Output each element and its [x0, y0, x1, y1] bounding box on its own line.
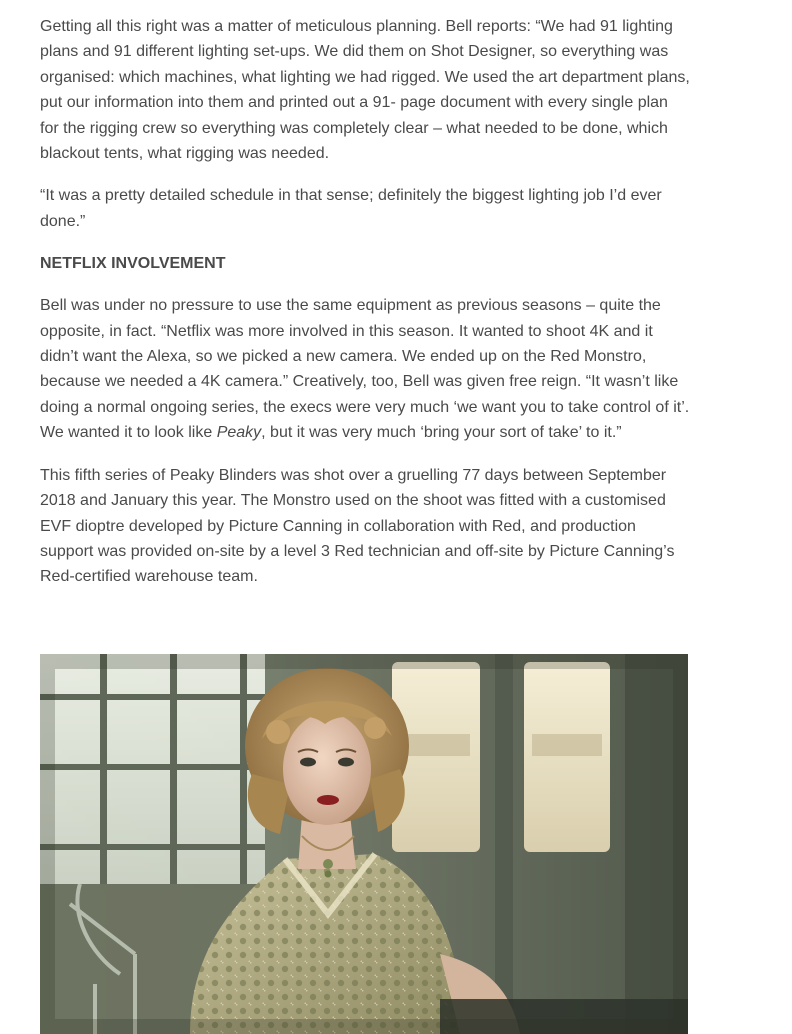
paragraph-schedule: “It was a pretty detailed schedule in that sense; definitely the biggest lighting job I’d ever done.”: [40, 187, 662, 230]
paragraph-netflix-italic: Peaky: [216, 424, 262, 442]
photo-illustration: [40, 654, 688, 1034]
paragraph-netflix-part1: Bell was under no pressure to use the same equipment as previous seasons – quite the opposite, in fact. “Netflix was more involved in this season. It wanted to shoot 4K and it didn’t want the Alexa, so we picked a new camera. We ended up on the Red Monstro, because we needed a 4K camera.” Creatively, too, Bell was given free reign. “It wasn’t like doing a normal ongoing series, the execs were very much ‘we want you to take control of it’. We wanted it to look like: [40, 297, 690, 442]
article-body: [40, 14, 690, 607]
article-photo: [40, 654, 688, 1034]
paragraph-planning: Getting all this right was a matter of meticulous planning. Bell reports: “We had 91 lighting plans and 91 different lighting set-ups. We did them on Shot Designer, so everything was organised: which machines, what lighting we had rigged. We used the art department plans, put our information into them and printed out a 91- page document with every single plan for the rigging crew so everything was completely clear – what needed to be done, which blackout tents, what rigging was needed.: [40, 18, 690, 163]
paragraph-netflix: [40, 293, 690, 445]
section-heading: NETFLIX INVOLVEMENT: [40, 255, 226, 273]
paragraph-series: This fifth series of Peaky Blinders was shot over a gruelling 77 days between September 2018 and January this year. The Monstro used on the shoot was fitted with a customised EVF dioptre developed by Picture Canning in collaboration with Red, and production support was provided on-site by a level 3 Red technician and off-site by Picture Canning’s Red-certified warehouse team.: [40, 466, 675, 586]
paragraph-netflix-part2: , but it was very much ‘bring your sort of take’ to it.”: [261, 424, 622, 442]
